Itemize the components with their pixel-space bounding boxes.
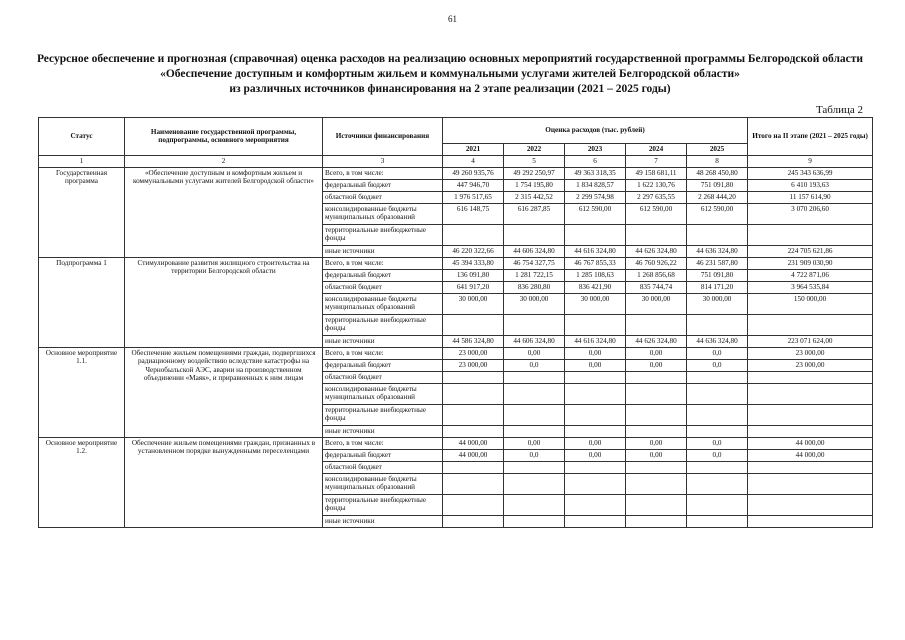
total-value-cell [748,404,873,425]
total-value-cell: 245 343 636,99 [748,167,873,179]
header-status: Статус [39,118,125,156]
year-value-cell [626,371,687,383]
column-number: 5 [504,155,565,167]
resource-table [38,117,873,528]
total-value-cell [748,473,873,494]
year-value-cell: 46 220 322,66 [443,245,504,257]
source-cell: областной бюджет [323,371,443,383]
total-value-cell: 3 964 535,84 [748,281,873,293]
year-value-cell: 0,0 [687,347,748,359]
year-value-cell: 835 744,74 [626,281,687,293]
year-value-cell [565,425,626,437]
year-value-cell [443,515,504,527]
year-value-cell [504,494,565,515]
table-row [39,257,873,269]
year-value-cell: 0,0 [687,449,748,461]
header-year: 2022 [504,144,565,156]
year-value-cell: 0,0 [687,437,748,449]
total-value-cell: 4 722 871,06 [748,269,873,281]
year-value-cell: 1 622 130,76 [626,179,687,191]
document-title [20,52,880,97]
year-value-cell [504,371,565,383]
year-value-cell: 447 946,70 [443,179,504,191]
total-value-cell: 223 071 624,00 [748,335,873,347]
year-value-cell [443,425,504,437]
total-value-cell: 44 000,00 [748,449,873,461]
year-value-cell [565,494,626,515]
header-year: 2025 [687,144,748,156]
year-value-cell: 49 363 318,35 [565,167,626,179]
year-value-cell [687,404,748,425]
year-value-cell: 48 268 450,80 [687,167,748,179]
column-number: 8 [687,155,748,167]
year-value-cell: 44 616 324,80 [565,335,626,347]
year-value-cell [687,371,748,383]
year-value-cell [687,494,748,515]
year-value-cell: 0,0 [504,359,565,371]
source-cell: федеральный бюджет [323,359,443,371]
year-value-cell [443,461,504,473]
source-cell: иные источники [323,425,443,437]
year-value-cell: 0,00 [565,449,626,461]
year-value-cell [565,461,626,473]
total-value-cell [748,425,873,437]
source-cell: иные источники [323,245,443,257]
total-value-cell: 11 157 614,90 [748,191,873,203]
year-value-cell: 836 421,90 [565,281,626,293]
source-cell: Всего, в том числе: [323,347,443,359]
status-cell: Основное мероприятие 1.2. [39,437,125,527]
total-value-cell [748,515,873,527]
total-value-cell: 231 909 030,90 [748,257,873,269]
year-value-cell: 44 000,00 [443,437,504,449]
year-value-cell [565,371,626,383]
year-value-cell [443,494,504,515]
year-value-cell: 641 917,20 [443,281,504,293]
source-cell: консолидированные бюджеты муниципальных образований [323,203,443,224]
year-value-cell: 1 285 108,63 [565,269,626,281]
year-value-cell: 46 760 926,22 [626,257,687,269]
year-value-cell [626,494,687,515]
year-value-cell: 612 590,00 [626,203,687,224]
year-value-cell: 1 976 517,65 [443,191,504,203]
source-cell: областной бюджет [323,281,443,293]
column-number: 7 [626,155,687,167]
year-value-cell: 836 280,80 [504,281,565,293]
column-number: 9 [748,155,873,167]
year-value-cell [626,461,687,473]
year-value-cell: 46 231 587,80 [687,257,748,269]
total-value-cell: 6 410 193,63 [748,179,873,191]
source-cell: территориальные внебюджетные фонды [323,314,443,335]
year-value-cell: 30 000,00 [443,293,504,314]
page-number: 61 [448,14,457,24]
year-value-cell [626,473,687,494]
year-value-cell: 0,00 [626,437,687,449]
header-year: 2023 [565,144,626,156]
year-value-cell [687,224,748,245]
source-cell: территориальные внебюджетные фонды [323,404,443,425]
program-name-cell: Стимулирование развития жилищного строительства на территории Белгородской области [125,257,323,347]
source-cell: областной бюджет [323,191,443,203]
source-cell: территориальные внебюджетные фонды [323,224,443,245]
source-cell: консолидированные бюджеты муниципальных образований [323,473,443,494]
year-value-cell [565,515,626,527]
year-value-cell [687,314,748,335]
year-value-cell: 2 315 442,52 [504,191,565,203]
year-value-cell: 0,00 [504,347,565,359]
year-value-cell [626,404,687,425]
year-value-cell: 44 606 324,80 [504,335,565,347]
year-value-cell: 2 268 444,20 [687,191,748,203]
year-value-cell: 612 590,00 [687,203,748,224]
year-value-cell: 45 394 333,80 [443,257,504,269]
program-name-cell: «Обеспечение доступным и комфортным жильем и коммунальными услугами жителей Белгородской области» [125,167,323,257]
year-value-cell: 751 091,80 [687,269,748,281]
column-number: 2 [125,155,323,167]
source-cell: федеральный бюджет [323,269,443,281]
year-value-cell: 44 636 324,80 [687,245,748,257]
year-value-cell [443,371,504,383]
year-value-cell [504,461,565,473]
column-number: 4 [443,155,504,167]
year-value-cell: 1 268 856,68 [626,269,687,281]
status-cell: Основное мероприятие 1.1. [39,347,125,437]
source-cell: федеральный бюджет [323,449,443,461]
table-label: Таблица 2 [815,104,863,116]
source-cell: Всего, в том числе: [323,167,443,179]
column-number: 6 [565,155,626,167]
year-value-cell: 46 767 855,33 [565,257,626,269]
year-value-cell: 44 000,00 [443,449,504,461]
year-value-cell [687,383,748,404]
year-value-cell [504,515,565,527]
year-value-cell: 0,0 [504,449,565,461]
year-value-cell: 44 586 324,80 [443,335,504,347]
source-cell: территориальные внебюджетные фонды [323,494,443,515]
year-value-cell: 136 091,80 [443,269,504,281]
year-value-cell [443,473,504,494]
total-value-cell: 23 000,00 [748,359,873,371]
total-value-cell [748,461,873,473]
year-value-cell [504,224,565,245]
year-value-cell: 0,00 [565,359,626,371]
table-row [39,167,873,179]
total-value-cell: 224 705 621,86 [748,245,873,257]
header-year: 2021 [443,144,504,156]
source-cell: Всего, в том числе: [323,437,443,449]
year-value-cell: 751 091,80 [687,179,748,191]
column-number: 1 [39,155,125,167]
program-name-cell: Обеспечение жильем помещениями граждан, признанных в установленном порядке вынужденными переселенцами [125,437,323,527]
year-value-cell: 46 754 327,75 [504,257,565,269]
year-value-cell: 616 287,85 [504,203,565,224]
year-value-cell [565,224,626,245]
year-value-cell: 1 754 195,80 [504,179,565,191]
year-value-cell: 0,00 [626,347,687,359]
year-value-cell: 44 626 324,80 [626,245,687,257]
year-value-cell: 612 590,00 [565,203,626,224]
year-value-cell: 23 000,00 [443,347,504,359]
year-value-cell: 44 606 324,80 [504,245,565,257]
year-value-cell: 0,00 [504,437,565,449]
source-cell: консолидированные бюджеты муниципальных образований [323,383,443,404]
title-line: «Обеспечение доступным и комфортным жильем и коммунальными услугами жителей Белгородской области» [160,68,740,80]
year-value-cell: 44 626 324,80 [626,335,687,347]
year-value-cell [687,425,748,437]
year-value-cell [687,473,748,494]
year-value-cell [565,473,626,494]
year-value-cell [626,383,687,404]
year-value-cell: 44 636 324,80 [687,335,748,347]
year-value-cell [504,425,565,437]
year-value-cell: 1 834 828,57 [565,179,626,191]
title-line: из различных источников финансирования на 2 этапе реализации (2021 – 2025 годы) [229,83,671,95]
year-value-cell [504,383,565,404]
year-value-cell [443,383,504,404]
year-value-cell: 30 000,00 [626,293,687,314]
year-value-cell: 1 281 722,15 [504,269,565,281]
total-value-cell [748,314,873,335]
year-value-cell [565,404,626,425]
total-value-cell: 44 000,00 [748,437,873,449]
total-value-cell [748,224,873,245]
source-cell: консолидированные бюджеты муниципальных образований [323,293,443,314]
year-value-cell [626,224,687,245]
total-value-cell: 3 070 206,60 [748,203,873,224]
year-value-cell: 0,0 [687,359,748,371]
year-value-cell [443,224,504,245]
year-value-cell: 44 616 324,80 [565,245,626,257]
year-value-cell: 30 000,00 [565,293,626,314]
header-source: Источники финансирования [323,118,443,156]
total-value-cell [748,494,873,515]
year-value-cell: 2 299 574,98 [565,191,626,203]
year-value-cell: 49 158 681,11 [626,167,687,179]
year-value-cell: 0,00 [626,449,687,461]
source-cell: иные источники [323,335,443,347]
year-value-cell: 616 148,75 [443,203,504,224]
program-name-cell: Обеспечение жильем помещениями граждан, подвергшихся радиационному воздействию вследствие катастрофы на Чернобыльской АЭС, аварии на производственном объединении «Маяк», и приравненных к ним лицам [125,347,323,437]
table-row [39,437,873,449]
year-value-cell: 49 292 250,97 [504,167,565,179]
year-value-cell: 0,00 [565,347,626,359]
year-value-cell [626,425,687,437]
status-cell: Государственная программа [39,167,125,257]
header-total: Итого на II этапе (2021 – 2025 годы) [748,118,873,156]
year-value-cell [504,404,565,425]
source-cell: областной бюджет [323,461,443,473]
year-value-cell [504,314,565,335]
year-value-cell [565,383,626,404]
year-value-cell: 0,00 [626,359,687,371]
total-value-cell [748,371,873,383]
source-cell: федеральный бюджет [323,179,443,191]
year-value-cell [687,515,748,527]
total-value-cell [748,383,873,404]
year-value-cell: 0,00 [565,437,626,449]
source-cell: иные источники [323,515,443,527]
title-line: Ресурсное обеспечение и прогнозная (справочная) оценка расходов на реализацию основных мероприятий государственной программы Белгородской области [36,53,864,65]
header-estimate: Оценка расходов (тыс. рублей) [443,118,748,144]
status-cell: Подпрограмма 1 [39,257,125,347]
year-value-cell [443,404,504,425]
source-cell: Всего, в том числе: [323,257,443,269]
year-value-cell: 30 000,00 [504,293,565,314]
year-value-cell: 814 171,20 [687,281,748,293]
year-value-cell [504,473,565,494]
year-value-cell: 49 260 935,76 [443,167,504,179]
year-value-cell: 30 000,00 [687,293,748,314]
year-value-cell: 23 000,00 [443,359,504,371]
total-value-cell: 150 000,00 [748,293,873,314]
year-value-cell [443,314,504,335]
header-year: 2024 [626,144,687,156]
total-value-cell: 23 000,00 [748,347,873,359]
year-value-cell [626,314,687,335]
table-row [39,347,873,359]
header-name: Наименование государственной программы, подпрограммы, основного мероприятия [125,118,323,156]
year-value-cell [687,461,748,473]
year-value-cell [565,314,626,335]
column-number: 3 [323,155,443,167]
year-value-cell [626,515,687,527]
year-value-cell: 2 297 635,55 [626,191,687,203]
